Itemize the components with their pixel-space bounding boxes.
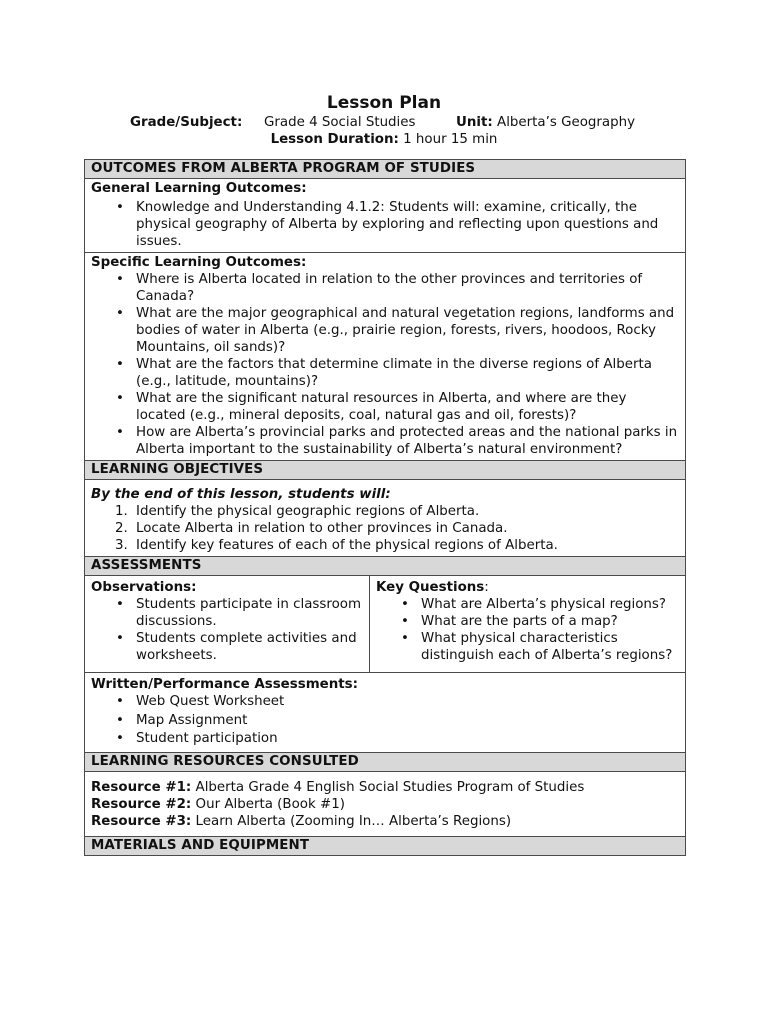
key-questions-list	[376, 596, 679, 664]
written-assessments-heading: Written/Performance Assessments:	[91, 677, 358, 692]
resource-item	[91, 813, 679, 830]
resource-label: Resource #3:	[91, 813, 192, 829]
resource-text: Our Alberta (Book #1)	[195, 796, 345, 812]
general-outcomes-heading: General Learning Outcomes:	[91, 181, 307, 196]
document-title: Lesson Plan	[326, 93, 442, 113]
specific-outcomes-heading: Specific Learning Outcomes:	[91, 255, 307, 270]
objective-number: 3.	[115, 538, 128, 553]
assessments-columns	[85, 576, 685, 673]
materials-heading: MATERIALS AND EQUIPMENT	[85, 837, 685, 855]
objectives-heading: LEARNING OBJECTIVES	[85, 460, 685, 480]
unit-value: Alberta’s Geography	[497, 115, 636, 130]
key-questions-colon: :	[484, 580, 489, 595]
unit-label: Unit:	[456, 115, 493, 130]
duration-value: 1 hour 15 min	[403, 132, 498, 147]
objective-item	[91, 537, 679, 554]
specific-outcomes-list	[91, 271, 679, 458]
observations-heading: Observations:	[91, 580, 197, 595]
key-question-item: • What are Alberta’s physical regions?	[376, 596, 679, 613]
duration-label: Lesson Duration:	[270, 132, 399, 147]
specific-outcome-item: • What are the factors that determine climate in the diverse regions of Alberta (e.g., latitude, mountains)?	[91, 356, 679, 390]
specific-outcomes-cell	[85, 253, 685, 460]
duration-line	[0, 131, 768, 148]
key-questions-cell	[370, 576, 685, 672]
resource-item	[91, 779, 679, 796]
general-outcomes-list	[91, 199, 679, 250]
resource-label: Resource #1:	[91, 779, 192, 795]
general-outcomes-cell	[85, 179, 685, 253]
objective-item	[91, 503, 679, 520]
resource-text: Alberta Grade 4 English Social Studies Program of Studies	[195, 779, 585, 795]
objectives-lead: By the end of this lesson, students will:	[91, 487, 391, 502]
assessments-heading: ASSESSMENTS	[85, 557, 685, 576]
objective-number: 2.	[115, 521, 128, 536]
objective-text: Locate Alberta in relation to other provinces in Canada.	[136, 521, 508, 536]
key-questions-heading-line	[376, 579, 679, 596]
written-assessments-cell	[85, 673, 685, 753]
written-assessment-item: • Map Assignment	[91, 712, 679, 731]
observation-item: • Students participate in classroom discussions.	[91, 596, 363, 630]
grade-subject-label: Grade/Subject:	[130, 115, 243, 130]
outcomes-heading: OUTCOMES FROM ALBERTA PROGRAM OF STUDIES	[85, 160, 685, 179]
lesson-plan-table	[84, 159, 686, 856]
objective-text: Identify the physical geographic regions of Alberta.	[136, 504, 480, 519]
resources-cell	[85, 772, 685, 837]
observations-list	[91, 596, 363, 664]
objectives-cell	[85, 480, 685, 557]
observation-item: • Students complete activities and worksheets.	[91, 630, 363, 664]
objective-text: Identify key features of each of the physical regions of Alberta.	[136, 538, 558, 553]
objective-item	[91, 520, 679, 537]
written-assessment-item: • Student participation	[91, 730, 679, 749]
specific-outcome-item: • Where is Alberta located in relation to the other provinces and territories of Canada?	[91, 271, 679, 305]
key-questions-heading: Key Questions	[376, 580, 485, 595]
specific-outcome-item: • What are the significant natural resources in Alberta, and where are they located (e.g., mineral deposits, coal, natural gas and oil, forests)?	[91, 390, 679, 424]
general-outcome-item: • Knowledge and Understanding 4.1.2: Students will: examine, critically, the physical geography of Alberta by exploring and reflecting upon questions and issues.	[91, 199, 679, 250]
unit-line	[456, 114, 635, 131]
key-question-item: • What are the parts of a map?	[376, 613, 679, 630]
observations-cell	[85, 576, 370, 672]
written-assessments-list	[91, 693, 679, 749]
key-question-item: • What physical characteristics distinguish each of Alberta’s regions?	[376, 630, 679, 664]
objectives-list	[91, 503, 679, 554]
resource-item	[91, 796, 679, 813]
specific-outcome-item: • How are Alberta’s provincial parks and protected areas and the national parks in Alberta important to the sustainability of Alberta’s natural environment?	[91, 424, 679, 458]
objective-number: 1.	[115, 504, 128, 519]
resource-label: Resource #2:	[91, 796, 192, 812]
specific-outcome-item: • What are the major geographical and natural vegetation regions, landforms and bodies of water in Alberta (e.g., prairie region, forests, rivers, hoodoos, Rocky Mountains, oil sands)?	[91, 305, 679, 356]
grade-subject-value: Grade 4 Social Studies	[264, 115, 416, 130]
resources-heading: LEARNING RESOURCES CONSULTED	[85, 753, 685, 772]
written-assessment-item: • Web Quest Worksheet	[91, 693, 679, 712]
resource-text: Learn Alberta (Zooming In… Alberta’s Regions)	[195, 813, 512, 829]
document-header	[0, 92, 768, 147]
